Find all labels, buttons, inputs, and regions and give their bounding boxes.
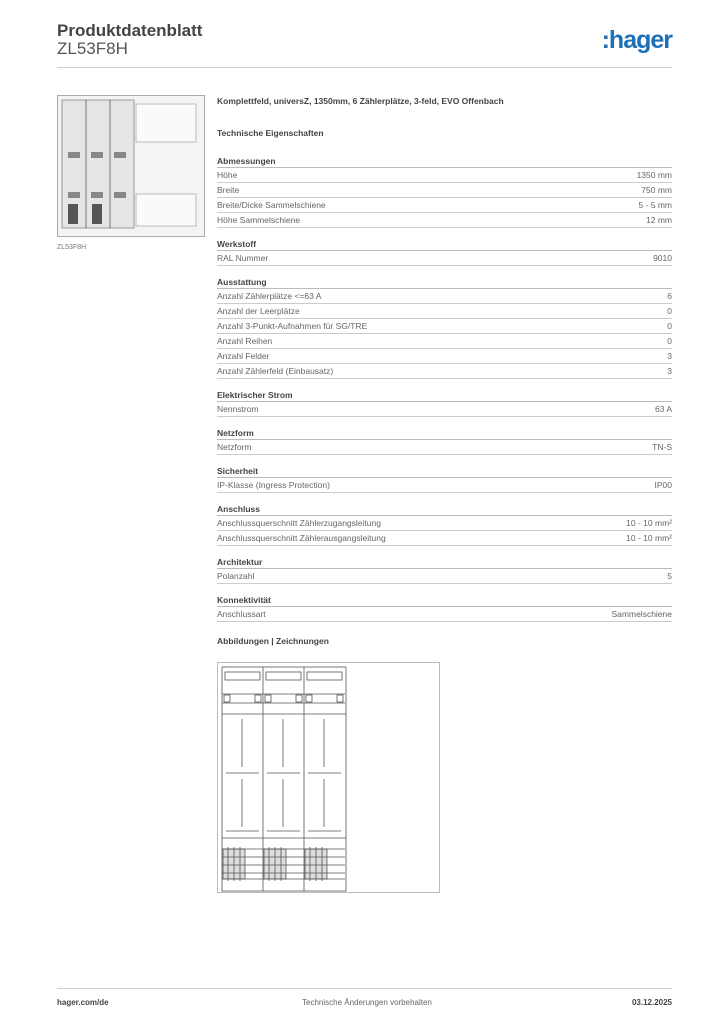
- property-label: Nennstrom: [217, 404, 259, 414]
- property-row: [217, 364, 672, 379]
- property-label: IP-Klasse (Ingress Protection): [217, 480, 330, 490]
- product-description: Komplettfeld, universZ, 1350mm, 6 Zählerplätze, 3-feld, EVO Offenbach: [217, 96, 504, 106]
- section-sicherheit: [217, 464, 672, 493]
- property-label: Breite: [217, 185, 240, 195]
- section-werkstoff: [217, 237, 672, 266]
- section-title: Konnektivität: [217, 593, 672, 607]
- header-divider: [57, 67, 672, 68]
- property-value: 750 mm: [641, 185, 672, 195]
- section-abmessungen: [217, 154, 672, 228]
- image-caption: ZL53F8H: [57, 244, 87, 251]
- article-number: ZL53F8H: [57, 39, 128, 58]
- property-label: Höhe: [217, 170, 238, 180]
- property-value: IP00: [654, 480, 672, 490]
- technical-drawing: [217, 662, 440, 893]
- section-elektrischer-strom: [217, 388, 672, 417]
- property-row: [217, 440, 672, 455]
- property-label: Anzahl Zählerfeld (Einbausatz): [217, 366, 334, 376]
- section-anschluss: [217, 502, 672, 546]
- section-title: Ausstattung: [217, 275, 672, 289]
- property-row: [217, 289, 672, 304]
- property-value: 1350 mm: [636, 170, 672, 180]
- product-details: [217, 96, 672, 650]
- tech-properties-heading: Technische Eigenschaften: [217, 128, 324, 138]
- property-label: Polanzahl: [217, 571, 255, 581]
- section-ausstattung: [217, 275, 672, 379]
- property-label: Anschlussart: [217, 609, 266, 619]
- property-value: 10 - 10 mm²: [626, 518, 672, 528]
- property-row: [217, 607, 672, 622]
- property-value: TN-S: [652, 442, 672, 452]
- property-label: Anzahl Reihen: [217, 336, 273, 346]
- hager-logo: :hager: [601, 26, 672, 54]
- property-row: [217, 183, 672, 198]
- section-title: Elektrischer Strom: [217, 388, 672, 402]
- property-label: Anzahl 3-Punkt-Aufnahmen für SG/TRE: [217, 321, 368, 331]
- property-value: 3: [667, 351, 672, 361]
- property-label: Anzahl Zählerplätze <=63 A: [217, 291, 322, 301]
- section-title: Architektur: [217, 555, 672, 569]
- property-row: [217, 198, 672, 213]
- property-row: [217, 478, 672, 493]
- property-row: [217, 304, 672, 319]
- property-row: [217, 319, 672, 334]
- property-value: 0: [667, 336, 672, 346]
- footer-note: Technische Änderungen vorbehalten: [302, 998, 432, 1007]
- property-value: 63 A: [654, 404, 672, 414]
- property-label: Anzahl der Leerplätze: [217, 306, 300, 316]
- page-title: Produktdatenblatt: [57, 21, 203, 40]
- property-value: 0: [667, 321, 672, 331]
- figures-heading: Abbildungen | Zeichnungen: [217, 636, 329, 646]
- property-value: 3: [667, 366, 672, 376]
- property-value: 10 - 10 mm²: [626, 533, 672, 543]
- property-row: [217, 531, 672, 546]
- property-value: 5: [667, 571, 672, 581]
- property-label: Breite/Dicke Sammelschiene: [217, 200, 326, 210]
- property-label: Anzahl Felder: [217, 351, 270, 361]
- footer-date: 03.12.2025: [631, 998, 672, 1007]
- property-row: [217, 516, 672, 531]
- product-image: [57, 95, 205, 237]
- footer-divider: [57, 988, 672, 989]
- property-row: [217, 402, 672, 417]
- section-title: Netzform: [217, 426, 672, 440]
- property-row: [217, 569, 672, 584]
- property-label: RAL Nummer: [217, 253, 269, 263]
- property-label: Anschlussquerschnitt Zählerausgangsleitung: [217, 533, 386, 543]
- property-row: [217, 334, 672, 349]
- section-title: Abmessungen: [217, 154, 672, 168]
- section-netzform: [217, 426, 672, 455]
- section-title: Sicherheit: [217, 464, 672, 478]
- property-value: Sammelschiene: [611, 609, 672, 619]
- property-value: 9010: [653, 253, 672, 263]
- property-value: 6: [667, 291, 672, 301]
- property-row: [217, 213, 672, 228]
- section-title: Anschluss: [217, 502, 672, 516]
- property-row: [217, 251, 672, 266]
- footer-website: hager.com/de: [57, 998, 109, 1007]
- property-value: 5 - 5 mm: [638, 200, 672, 210]
- property-label: Anschlussquerschnitt Zählerzugangsleitung: [217, 518, 381, 528]
- property-row: [217, 168, 672, 183]
- section-konnektivit-t: [217, 593, 672, 622]
- property-label: Höhe Sammelschiene: [217, 215, 301, 225]
- section-title: Werkstoff: [217, 237, 672, 251]
- property-label: Netzform: [217, 442, 252, 452]
- property-value: 0: [667, 306, 672, 316]
- property-value: 12 mm: [646, 215, 672, 225]
- section-architektur: [217, 555, 672, 584]
- property-row: [217, 349, 672, 364]
